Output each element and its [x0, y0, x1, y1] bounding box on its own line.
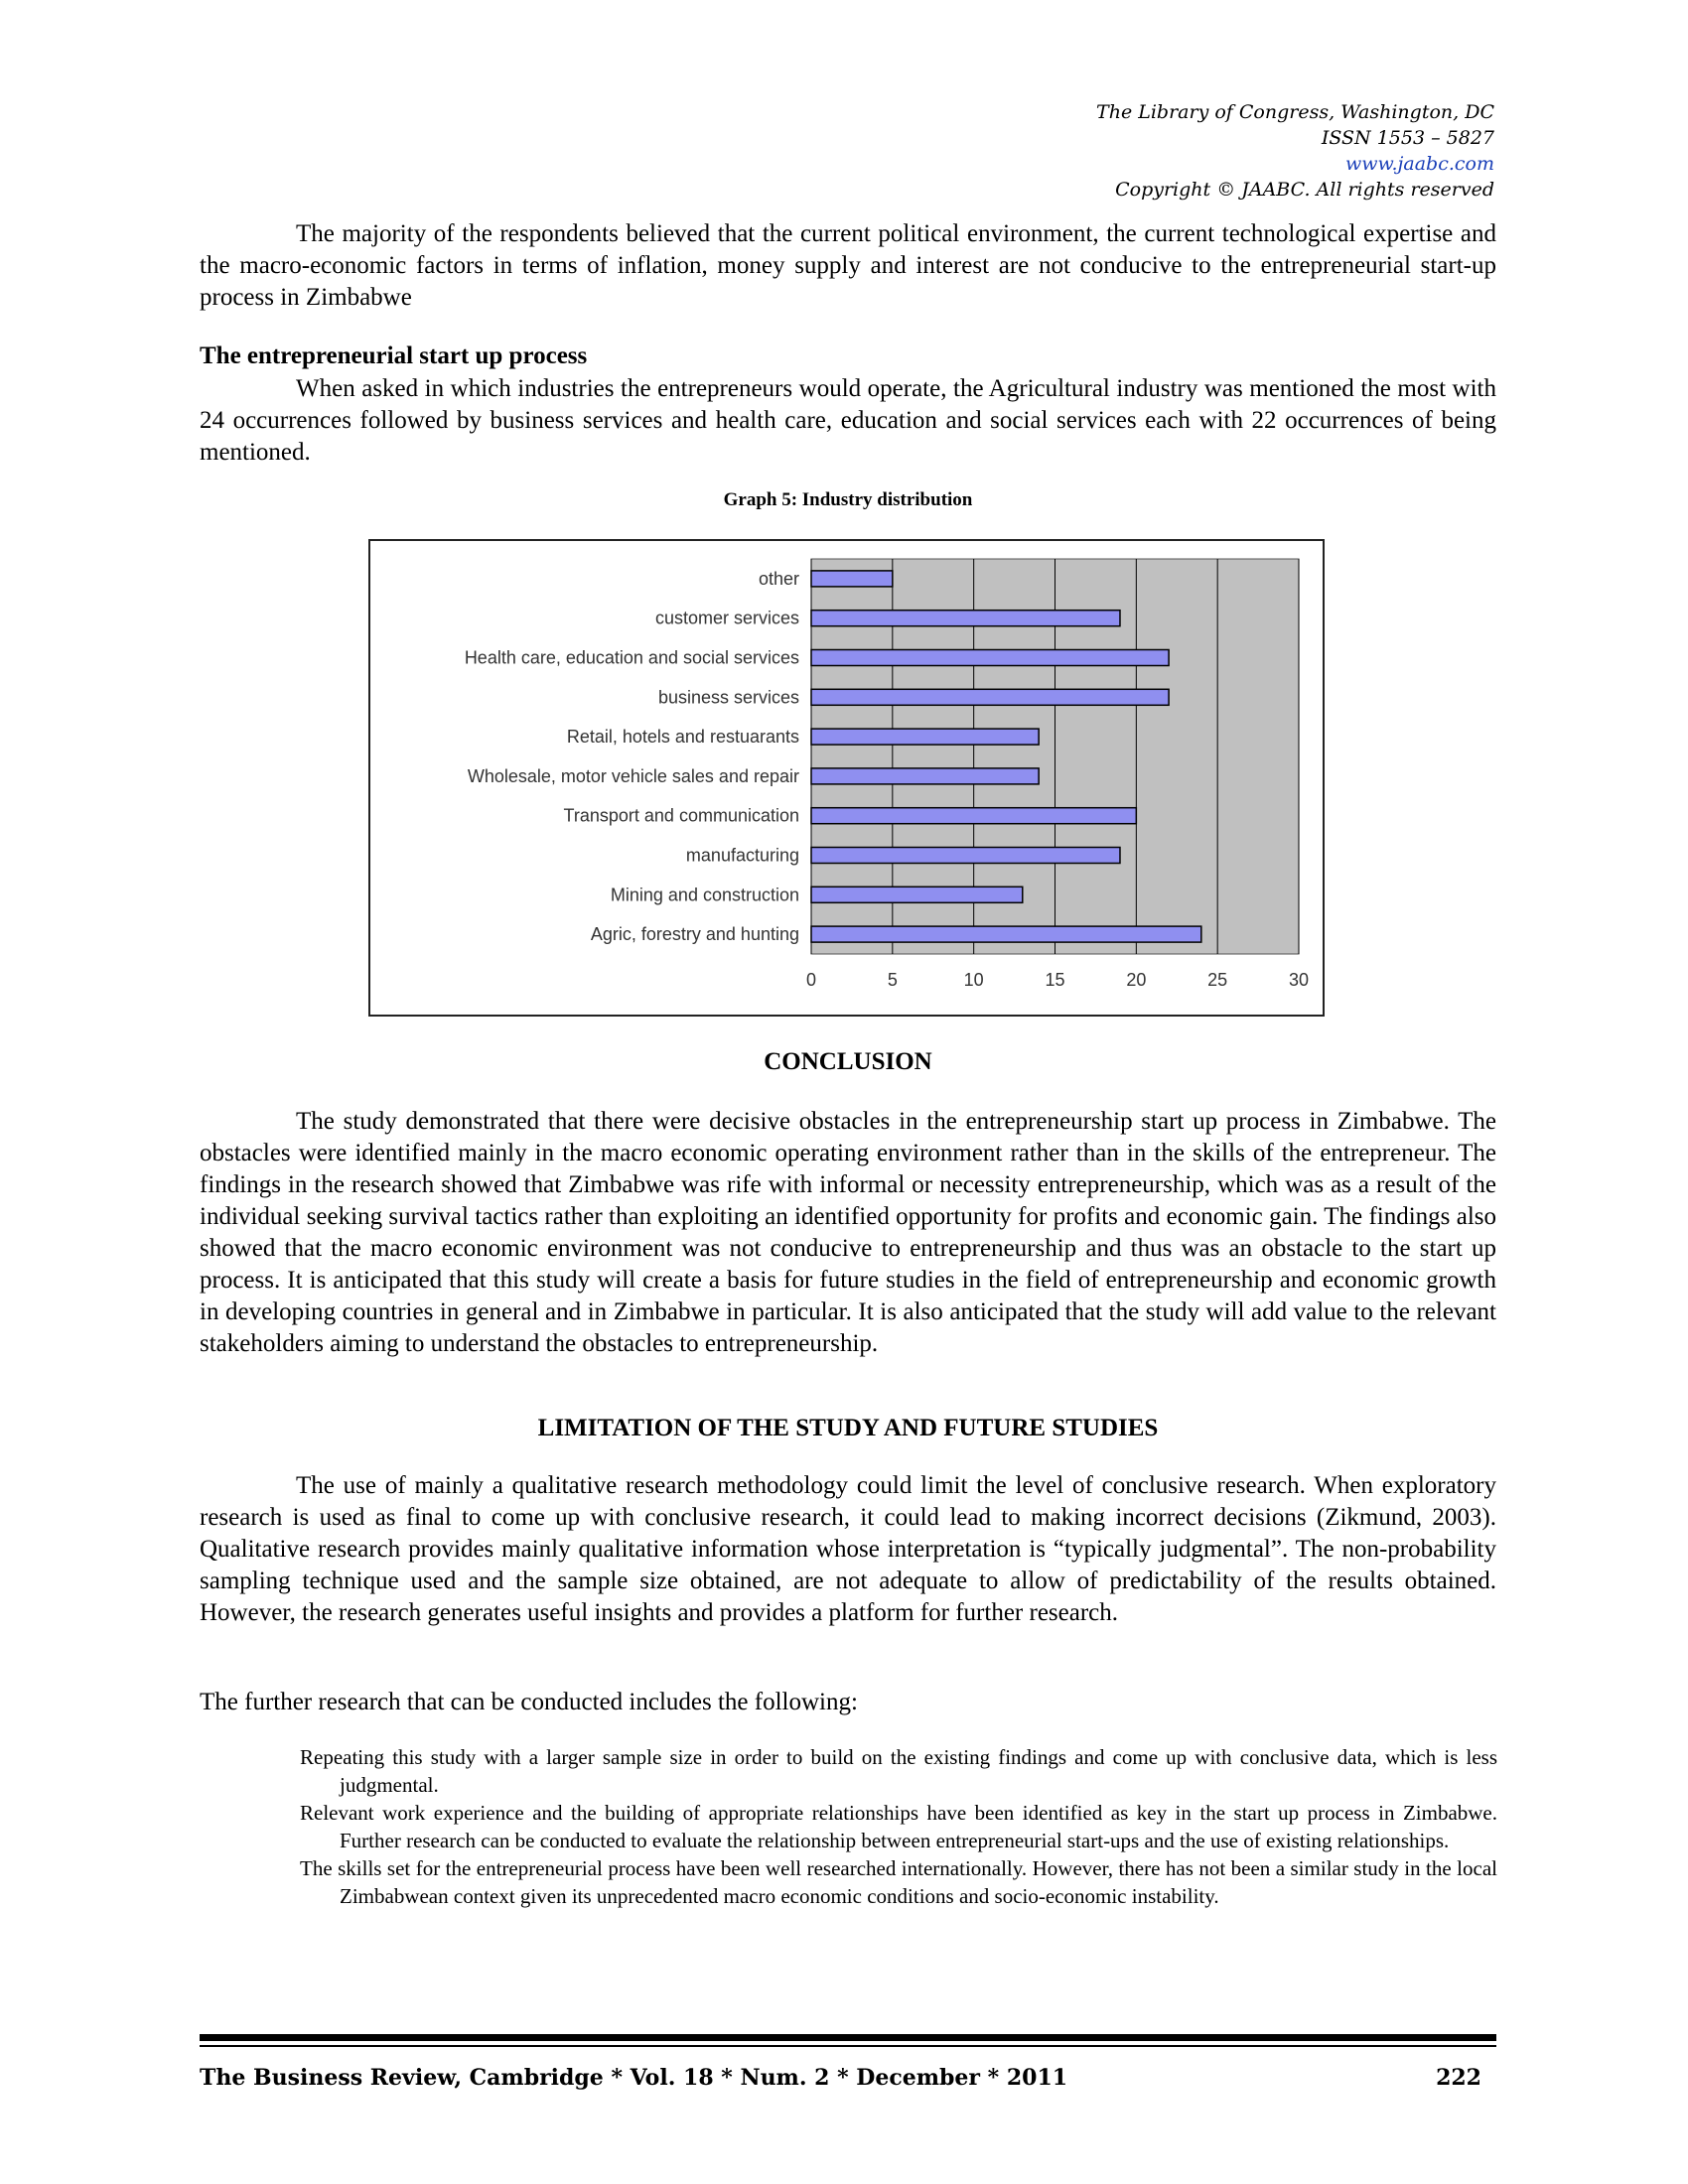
- graph-caption: Graph 5: Industry distribution: [723, 489, 973, 510]
- page-number: 222: [1436, 2065, 1481, 2091]
- list-item: Repeating this study with a larger sample size in order to build on the existing findings and come up with conclusive data, which is less judgmental.: [300, 1745, 1497, 1797]
- list-item: The skills set for the entrepreneurial process have been well researched internationally. However, there has not been a similar study in the local Zimbabwean context given its unprecedented macro economic conditions and socio-economic instability.: [300, 1856, 1497, 1908]
- header-library: The Library of Congress, Washington, DC: [1096, 101, 1494, 123]
- x-tick-label: 20: [1126, 970, 1147, 990]
- footer-rule-thin: [200, 2045, 1496, 2047]
- category-label: Retail, hotels and restuarants: [566, 727, 799, 748]
- category-label: Transport and communication: [563, 805, 799, 826]
- startup-paragraph: When asked in which industries the entrepreneurs would operate, the Agricultural industry was mentioned the most with 24 occurrences followed by business services and health care, education and social services each with 22 occurrences of being mentioned.: [200, 375, 1496, 466]
- running-header: [799, 99, 1494, 203]
- chart-svg: [370, 541, 1327, 1019]
- footer-rule-thick: [200, 2034, 1496, 2041]
- header-url-link[interactable]: www.jaabc.com: [1344, 153, 1494, 175]
- further-research-list: [300, 1743, 1497, 1910]
- x-tick-label: 30: [1288, 970, 1310, 990]
- x-tick-label: 10: [963, 970, 984, 990]
- bar: [811, 729, 1039, 745]
- x-tick-label: 15: [1045, 970, 1065, 990]
- bar: [811, 926, 1201, 942]
- limitation-heading: LIMITATION OF THE STUDY AND FUTURE STUDIES: [537, 1415, 1159, 1441]
- bar: [811, 808, 1136, 824]
- x-tick-label: 5: [887, 970, 898, 990]
- x-tick-label: 25: [1207, 970, 1228, 990]
- bar: [811, 689, 1169, 705]
- conclusion-paragraph: The study demonstrated that there were decisive obstacles in the entrepreneurship start up process in Zimbabwe. The obstacles were identified mainly in the macro economic operating environment rather than in the skills of the entrepreneur. The findings in the research showed that Zimbabwe was rife with informal or necessity entrepreneurship, which was as a result of the individual seeking survival tactics rather than exploiting an identified opportunity for profits and economic gain. The findings also showed that the macro economic environment was not conducive to entrepreneurship and thus was an obstacle to the start up process. It is anticipated that this study will create a basis for future studies in the field of entrepreneurship and economic growth in developing countries in general and in Zimbabwe in particular. It is also anticipated that the study will add value to the relevant stakeholders aiming to understand the obstacles to entrepreneurship.: [200, 1108, 1496, 1357]
- intro-paragraph: The majority of the respondents believed that the current political environment, the current technological expertise and the macro-economic factors in terms of inflation, money supply and interest are not conducive to the entrepreneurial start-up process in Zimbabwe: [200, 220, 1496, 311]
- category-label: Health care, education and social services: [464, 647, 799, 668]
- category-label: Wholesale, motor vehicle sales and repair: [467, 765, 799, 786]
- category-label: manufacturing: [685, 845, 799, 866]
- conclusion-heading: CONCLUSION: [764, 1048, 932, 1075]
- limitation-paragraph: The use of mainly a qualitative research methodology could limit the level of conclusive research. When exploratory research is used as final to come up with conclusive research, it could lead to making incorrect decisions (Zikmund, 2003). Qualitative research provides mainly qualitative information whose interpretation is “typically judgmental”. The non-probability sampling technique used and the sample size obtained, are not adequate to allow of predictability of the results obtained. However, the research generates useful insights and provides a platform for further research.: [200, 1472, 1496, 1626]
- industry-distribution-chart: [368, 539, 1325, 1017]
- list-item: Relevant work experience and the building of appropriate relationships have been identified as key in the start up process in Zimbabwe. Further research can be conducted to evaluate the relationship between entrepreneurial start-ups and the use of existing relationships.: [300, 1801, 1497, 1852]
- header-issn: ISSN 1553 – 5827: [1321, 127, 1494, 149]
- bar: [811, 768, 1039, 784]
- category-label: Mining and construction: [610, 885, 799, 905]
- category-label: customer services: [654, 608, 799, 628]
- header-copyright: Copyright © JAABC. All rights reserved: [1115, 179, 1494, 201]
- category-label: other: [758, 568, 799, 589]
- x-tick-label: 0: [805, 970, 817, 990]
- footer-journal: The Business Review, Cambridge * Vol. 18 * Num. 2 * December * 2011: [200, 2065, 1068, 2091]
- category-label: business services: [657, 687, 799, 708]
- bar: [811, 611, 1120, 626]
- further-research-intro: The further research that can be conducted includes the following:: [200, 1689, 858, 1715]
- section-heading-startup: The entrepreneurial start up process: [200, 342, 588, 369]
- category-label: Agric, forestry and hunting: [590, 924, 799, 945]
- bar: [811, 848, 1120, 864]
- bar: [811, 887, 1023, 902]
- bar: [811, 650, 1169, 666]
- bar: [811, 571, 893, 587]
